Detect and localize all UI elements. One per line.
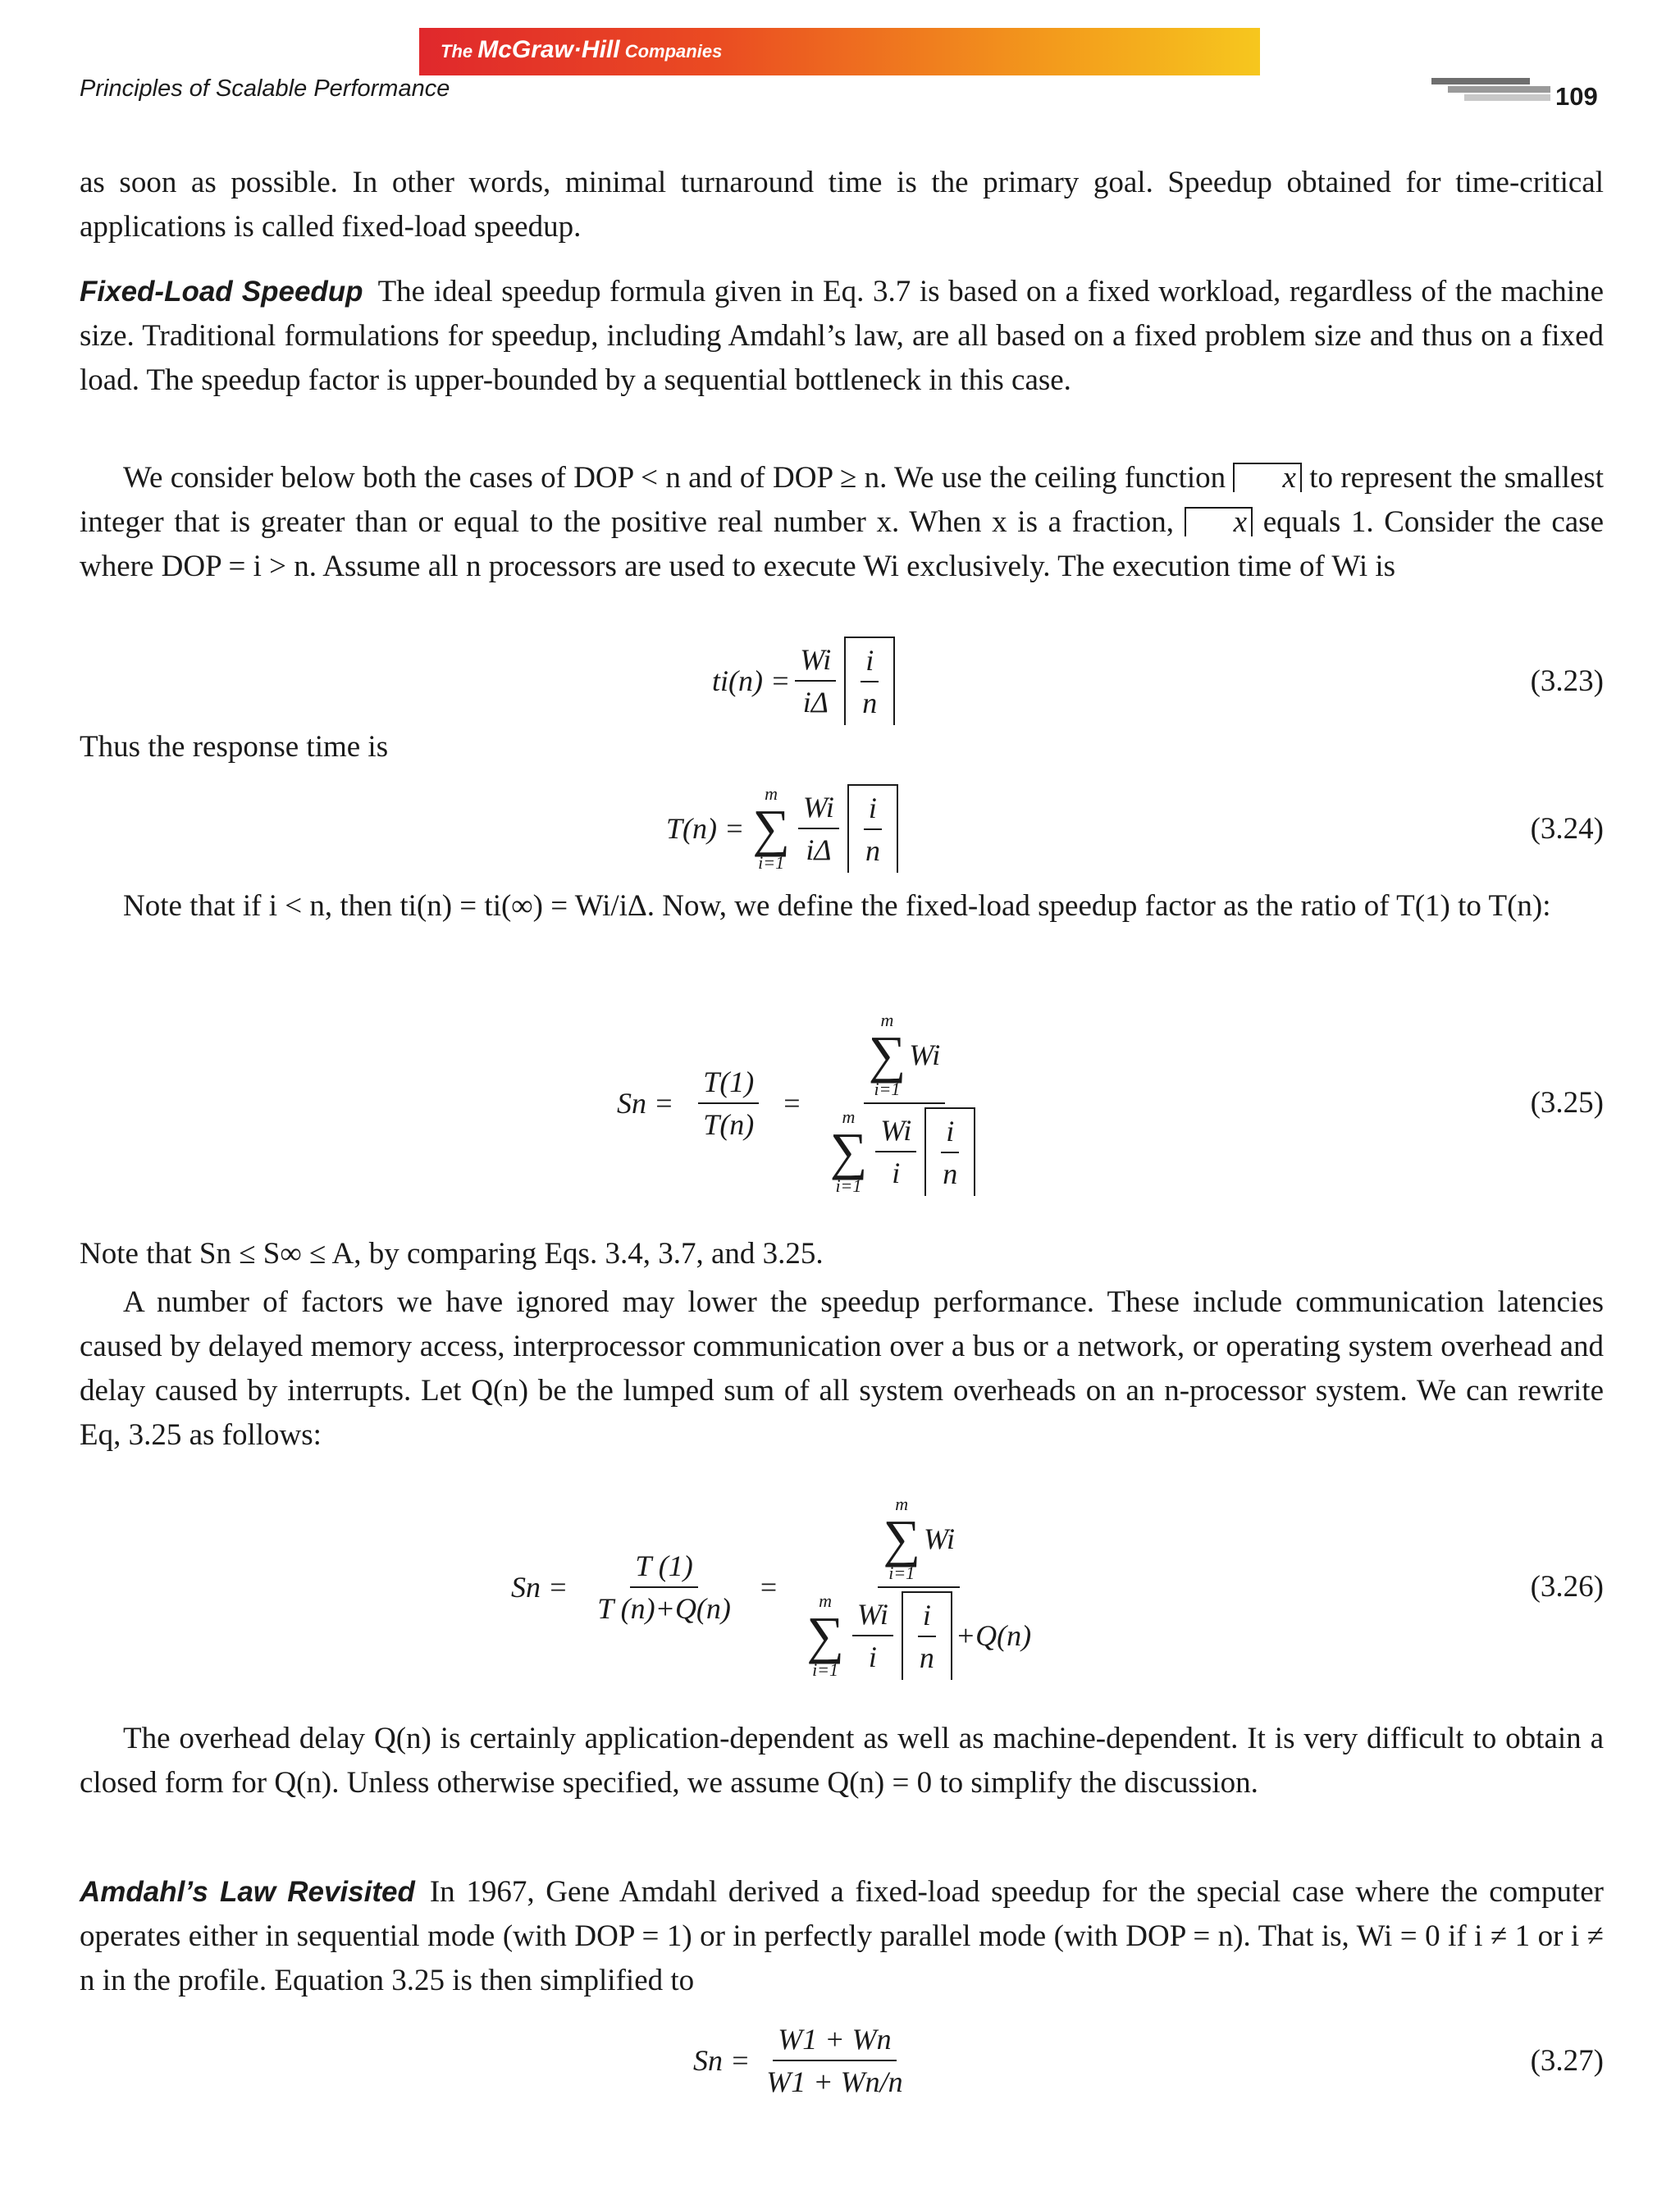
heading-fixed-load-speedup: Fixed-Load Speedup [80, 276, 363, 308]
eq-fraction-t [698, 1065, 759, 1142]
ceil-numerator: i [941, 1114, 959, 1153]
eq-big-fraction [825, 1011, 984, 1196]
sum-lower-limit: i=1 [758, 852, 785, 873]
sum-symbol [752, 784, 790, 873]
ceiling-text-a: We consider below both the cases of DOP < n and of DOP ≥ n. We use the ceiling function [123, 461, 1226, 495]
equation-number: (3.27) [1530, 2043, 1604, 2078]
sigma-glyph: ∑ [806, 1606, 844, 1664]
equation-3-26 [0, 1472, 1680, 1702]
eq-fraction [798, 790, 839, 867]
paragraph-ceiling [80, 456, 1604, 589]
inner-fraction [852, 1597, 893, 1674]
overhead-term: +Q(n) [955, 1619, 1032, 1652]
inner-fraction [875, 1113, 916, 1190]
equation-number: (3.26) [1530, 1570, 1604, 1604]
sum-lower-limit: i=1 [874, 1079, 901, 1099]
inner-denominator: i [868, 1641, 877, 1673]
ceiling-fraction [857, 643, 882, 720]
publisher-pre: The [441, 41, 478, 62]
sum-upper-limit: m [842, 1107, 856, 1127]
big-numerator [864, 1011, 946, 1104]
eq-numerator: Wi [795, 642, 836, 682]
sum-lower-limit: i=1 [888, 1563, 915, 1583]
sigma-glyph: ∑ [868, 1025, 906, 1084]
paragraph-overheads: A number of factors we have ignored may lower the speedup performance. These include communication latencies caused by delayed memory access, interprocessor communication over a bus or a network, or operating system overhead and delay caused by interrupts. Let Q(n) be the lumped sum of all system overheads on an n-processor system. We can rewrite Eq, 3.25 as follows: [80, 1285, 1604, 1452]
eq-equals: = [760, 1571, 778, 1604]
ceil-denominator: n [919, 1641, 934, 1674]
eq-big-fraction [801, 1495, 1036, 1680]
paragraph-amdahl [80, 1870, 1604, 2003]
sum-lower-limit: i=1 [812, 1659, 839, 1680]
running-title: Principles of Scalable Performance [80, 75, 450, 102]
eq-ceiling [902, 1591, 952, 1680]
ceiling-text-b: to represent the smallest integer that is greater than or equal to the positive real number x. When x is a fraction, [80, 461, 1605, 539]
sum-upper-limit: m [765, 783, 778, 804]
fixed-load-text: The ideal speedup formula given in Eq. 3.7 is based on a fixed workload, regardless of the machine size. Traditional formulations for speedup, including Amdahl’s law, are all based on a fixed problem size and thus on a fixed load. The speedup factor is upper-bounded by a sequential bottleneck in this case. [80, 275, 1604, 397]
eq-numerator: W1 + Wn [773, 2022, 896, 2061]
ceil-numerator: i [918, 1598, 936, 1637]
equation-3-25 [0, 988, 1680, 1218]
big-denominator [825, 1104, 984, 1196]
eq-ceiling [847, 784, 898, 873]
eq-fraction [761, 2022, 907, 2099]
sum-symbol [883, 1495, 920, 1583]
paragraph-fixed-load-factor: Note that if i < n, then ti(n) = ti(∞) = Wi/iΔ. Now, we define the fixed-load speedup factor as the ratio of T(1) to T(n): [123, 889, 1551, 923]
publisher-banner [419, 28, 1260, 75]
ceiling-text-c: equals 1. Consider the case where DOP = i > n. Assume all n processors are used to execute Wi exclusively. The execution time of Wi is [80, 505, 1604, 583]
eq-denominator: T (n)+Q(n) [597, 1592, 731, 1625]
big-numerator [878, 1495, 960, 1588]
eq-lhs: ti(n) = [712, 664, 791, 697]
ceil-denominator: n [943, 1157, 958, 1190]
paragraph-intro: as soon as possible. In other words, minimal turnaround time is the primary goal. Speedup obtained for time-critical applications is called fixed-load speedup. [80, 166, 1604, 244]
paragraph-response-time: Thus the response time is [80, 730, 389, 764]
publisher-post: Companies [619, 41, 723, 62]
eq-denominator: iΔ [802, 686, 829, 719]
paragraph-note-bound: Note that Sn ≤ S∞ ≤ A, by comparing Eqs. 3.4, 3.7, and 3.25. [80, 1237, 824, 1271]
sum-symbol [806, 1591, 844, 1680]
equation-3-27 [0, 2011, 1680, 2110]
eq-denominator: W1 + Wn/n [766, 2065, 903, 2098]
sum-lower-limit: i=1 [835, 1175, 862, 1196]
paragraph-overhead-delay: The overhead delay Q(n) is certainly application-dependent as well as machine-dependent. It is very difficult to obtain a closed form for Q(n). Unless otherwise specified, we assume Q(n) = 0 to simplify the discussion. [80, 1722, 1604, 1800]
eq-numerator: T (1) [630, 1549, 697, 1588]
eq-fraction [795, 642, 836, 719]
equation-number: (3.24) [1530, 811, 1604, 846]
eq-lhs: T(n) = [666, 812, 745, 845]
sum-upper-limit: m [895, 1494, 909, 1514]
ceiling-symbol: x [1185, 507, 1253, 536]
eq-ceiling [924, 1107, 975, 1196]
publisher-logo [441, 36, 722, 64]
ceil-denominator: n [862, 687, 878, 719]
publisher-brand: McGraw·Hill [477, 36, 620, 63]
sum-symbol [869, 1011, 906, 1099]
page-decoration-bars [1431, 78, 1554, 103]
ceiling-fraction [938, 1114, 962, 1191]
eq-denominator: iΔ [806, 833, 832, 866]
ceil-denominator: n [865, 834, 880, 867]
eq-numerator: Wi [798, 790, 839, 829]
inner-denominator: i [892, 1157, 901, 1189]
amdahl-text: In 1967, Gene Amdahl derived a fixed-load speedup for the special case where the computer operates either in sequential mode (with DOP = 1) or in perfectly parallel mode (with DOP = n). That is, Wi = 0 if i ≠ 1 or i ≠ n in the profile. Equation 3.25 is then simplified to [80, 1875, 1604, 1997]
eq-equals: = [783, 1087, 801, 1120]
eq-fraction-t [592, 1549, 736, 1626]
eq-numerator: T(1) [698, 1065, 759, 1104]
ceil-numerator: i [864, 791, 882, 830]
equation-3-24 [0, 779, 1680, 878]
sum-term: Wi [909, 1038, 941, 1071]
equation-3-23 [0, 636, 1680, 726]
sum-upper-limit: m [819, 1590, 832, 1611]
eq-ceiling [844, 637, 895, 725]
eq-denominator: T(n) [703, 1108, 755, 1141]
equation-number: (3.25) [1530, 1086, 1604, 1120]
ceiling-fraction [861, 791, 885, 868]
eq-lhs: Sn = [693, 2044, 751, 2077]
sigma-glyph: ∑ [752, 799, 790, 857]
ceil-numerator: i [861, 643, 879, 682]
paragraph-fixed-load [80, 270, 1604, 403]
sigma-glyph: ∑ [829, 1122, 868, 1180]
sum-symbol [830, 1107, 868, 1196]
sum-term: Wi [924, 1522, 956, 1555]
ceiling-fraction [915, 1598, 939, 1675]
eq-lhs: Sn = [617, 1087, 674, 1120]
heading-amdahls-law: Amdahl’s Law Revisited [80, 1876, 415, 1908]
ceiling-symbol: x [1233, 463, 1301, 492]
sigma-glyph: ∑ [883, 1509, 920, 1568]
inner-numerator: Wi [875, 1113, 916, 1152]
equation-number: (3.23) [1530, 664, 1604, 698]
sum-upper-limit: m [880, 1010, 894, 1030]
eq-lhs: Sn = [511, 1571, 568, 1604]
page-number: 109 [1555, 82, 1598, 111]
inner-numerator: Wi [852, 1597, 893, 1636]
big-denominator [801, 1588, 1036, 1680]
